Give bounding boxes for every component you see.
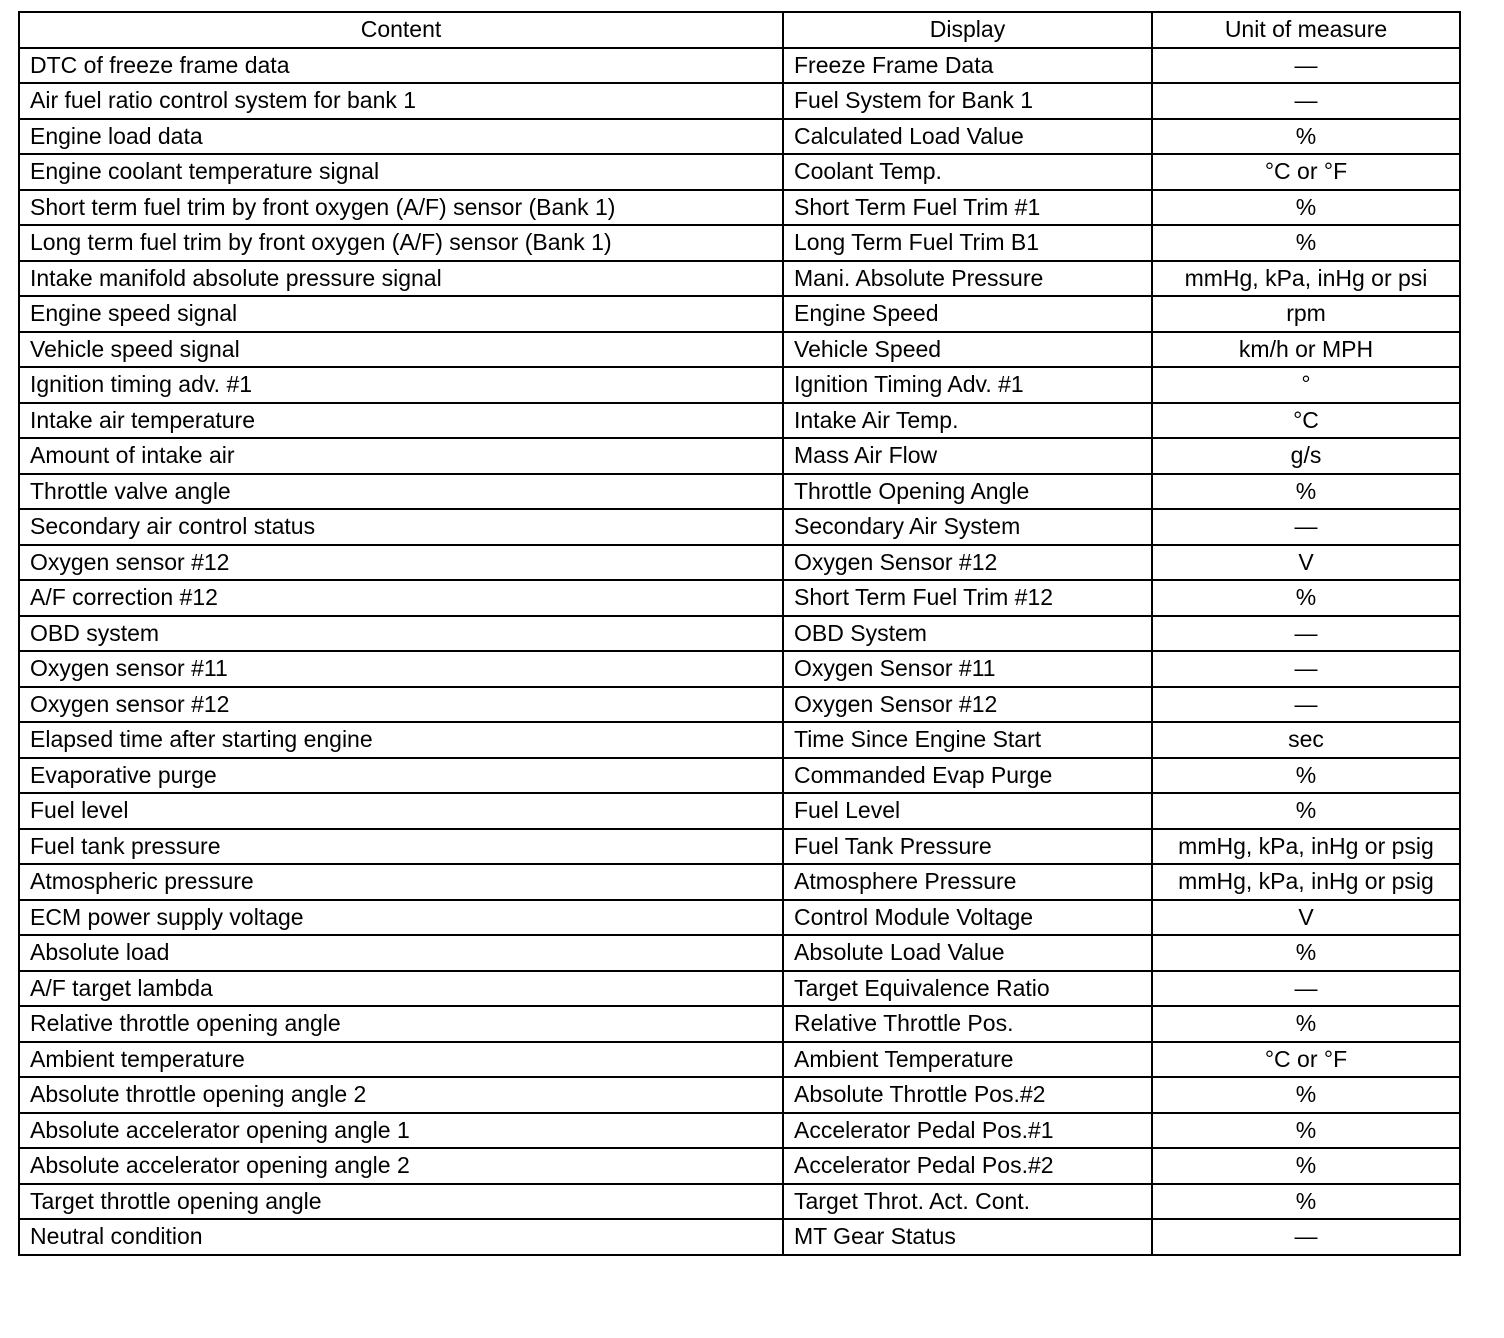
unit-cell: % (1152, 1113, 1460, 1149)
display-cell: Oxygen Sensor #11 (783, 651, 1152, 687)
unit-cell: % (1152, 1006, 1460, 1042)
unit-cell: % (1152, 935, 1460, 971)
table-row (19, 900, 1460, 936)
unit-cell: % (1152, 1077, 1460, 1113)
unit-cell: % (1152, 119, 1460, 155)
table-row (19, 154, 1460, 190)
content-cell: Short term fuel trim by front oxygen (A/F) sensor (Bank 1) (19, 190, 783, 226)
table-row (19, 403, 1460, 439)
content-cell: Air fuel ratio control system for bank 1 (19, 83, 783, 119)
content-cell: Relative throttle opening angle (19, 1006, 783, 1042)
display-cell: Control Module Voltage (783, 900, 1152, 936)
content-cell: Absolute throttle opening angle 2 (19, 1077, 783, 1113)
content-cell: Engine speed signal (19, 296, 783, 332)
table-row (19, 545, 1460, 581)
display-cell: Target Equivalence Ratio (783, 971, 1152, 1007)
display-cell: Secondary Air System (783, 509, 1152, 545)
content-cell: Elapsed time after starting engine (19, 722, 783, 758)
table-row (19, 438, 1460, 474)
table-row (19, 509, 1460, 545)
unit-cell: — (1152, 971, 1460, 1007)
table-row (19, 687, 1460, 723)
content-cell: Oxygen sensor #11 (19, 651, 783, 687)
display-cell: Fuel Level (783, 793, 1152, 829)
table-row (19, 616, 1460, 652)
table-row (19, 367, 1460, 403)
display-cell: Mani. Absolute Pressure (783, 261, 1152, 297)
table-row (19, 1113, 1460, 1149)
table-row (19, 1042, 1460, 1078)
content-cell: Absolute accelerator opening angle 2 (19, 1148, 783, 1184)
unit-cell: V (1152, 545, 1460, 581)
display-cell: Absolute Throttle Pos.#2 (783, 1077, 1152, 1113)
header-row (19, 12, 1460, 48)
display-cell: Fuel Tank Pressure (783, 829, 1152, 865)
content-cell: Engine coolant temperature signal (19, 154, 783, 190)
unit-cell: km/h or MPH (1152, 332, 1460, 368)
content-cell: Fuel tank pressure (19, 829, 783, 865)
unit-cell: % (1152, 793, 1460, 829)
content-cell: Long term fuel trim by front oxygen (A/F) sensor (Bank 1) (19, 225, 783, 261)
display-cell: Engine Speed (783, 296, 1152, 332)
content-cell: Amount of intake air (19, 438, 783, 474)
content-cell: Ignition timing adv. #1 (19, 367, 783, 403)
table-row (19, 332, 1460, 368)
table-row (19, 1077, 1460, 1113)
display-cell: Oxygen Sensor #12 (783, 545, 1152, 581)
content-cell: DTC of freeze frame data (19, 48, 783, 84)
display-cell: Atmosphere Pressure (783, 864, 1152, 900)
unit-cell: % (1152, 1148, 1460, 1184)
display-cell: Mass Air Flow (783, 438, 1152, 474)
content-cell: Absolute accelerator opening angle 1 (19, 1113, 783, 1149)
header-display: Display (783, 12, 1152, 48)
display-cell: Short Term Fuel Trim #1 (783, 190, 1152, 226)
table-row (19, 225, 1460, 261)
table-header (19, 12, 1460, 48)
unit-cell: mmHg, kPa, inHg or psig (1152, 864, 1460, 900)
unit-cell: — (1152, 687, 1460, 723)
unit-cell: sec (1152, 722, 1460, 758)
display-cell: Time Since Engine Start (783, 722, 1152, 758)
display-cell: Calculated Load Value (783, 119, 1152, 155)
unit-cell: g/s (1152, 438, 1460, 474)
unit-cell: — (1152, 83, 1460, 119)
display-cell: Freeze Frame Data (783, 48, 1152, 84)
display-cell: Vehicle Speed (783, 332, 1152, 368)
table-row (19, 296, 1460, 332)
unit-cell: ° (1152, 367, 1460, 403)
display-cell: Relative Throttle Pos. (783, 1006, 1152, 1042)
unit-cell: °C or °F (1152, 154, 1460, 190)
content-cell: Intake air temperature (19, 403, 783, 439)
table-row (19, 261, 1460, 297)
table-row (19, 190, 1460, 226)
content-cell: ECM power supply voltage (19, 900, 783, 936)
content-cell: Engine load data (19, 119, 783, 155)
header-unit: Unit of measure (1152, 12, 1460, 48)
table-row (19, 1184, 1460, 1220)
unit-cell: — (1152, 1219, 1460, 1255)
display-cell: Throttle Opening Angle (783, 474, 1152, 510)
unit-cell: V (1152, 900, 1460, 936)
unit-cell: % (1152, 190, 1460, 226)
content-cell: Secondary air control status (19, 509, 783, 545)
header-content: Content (19, 12, 783, 48)
table-row (19, 651, 1460, 687)
table-row (19, 722, 1460, 758)
unit-cell: rpm (1152, 296, 1460, 332)
table-row (19, 864, 1460, 900)
unit-cell: % (1152, 225, 1460, 261)
content-cell: Absolute load (19, 935, 783, 971)
content-cell: Neutral condition (19, 1219, 783, 1255)
display-cell: Accelerator Pedal Pos.#2 (783, 1148, 1152, 1184)
unit-cell: % (1152, 1184, 1460, 1220)
unit-cell: — (1152, 616, 1460, 652)
display-cell: Long Term Fuel Trim B1 (783, 225, 1152, 261)
unit-cell: % (1152, 474, 1460, 510)
display-cell: Short Term Fuel Trim #12 (783, 580, 1152, 616)
unit-cell: — (1152, 509, 1460, 545)
content-cell: Throttle valve angle (19, 474, 783, 510)
table-row (19, 1148, 1460, 1184)
content-cell: Ambient temperature (19, 1042, 783, 1078)
content-cell: OBD system (19, 616, 783, 652)
table-row (19, 48, 1460, 84)
table-row (19, 580, 1460, 616)
table-row (19, 793, 1460, 829)
display-cell: Intake Air Temp. (783, 403, 1152, 439)
table-row (19, 474, 1460, 510)
content-cell: A/F target lambda (19, 971, 783, 1007)
display-cell: Fuel System for Bank 1 (783, 83, 1152, 119)
table-row (19, 83, 1460, 119)
table-row (19, 1219, 1460, 1255)
content-cell: Evaporative purge (19, 758, 783, 794)
table-row (19, 971, 1460, 1007)
content-cell: Intake manifold absolute pressure signal (19, 261, 783, 297)
table-row (19, 758, 1460, 794)
display-cell: MT Gear Status (783, 1219, 1152, 1255)
content-cell: Atmospheric pressure (19, 864, 783, 900)
table-row (19, 119, 1460, 155)
table-row (19, 829, 1460, 865)
display-cell: Absolute Load Value (783, 935, 1152, 971)
table-body (19, 48, 1460, 1255)
freeze-frame-data-table (18, 11, 1461, 1256)
unit-cell: % (1152, 580, 1460, 616)
display-cell: Oxygen Sensor #12 (783, 687, 1152, 723)
content-cell: Oxygen sensor #12 (19, 687, 783, 723)
display-cell: OBD System (783, 616, 1152, 652)
unit-cell: mmHg, kPa, inHg or psi (1152, 261, 1460, 297)
display-cell: Ignition Timing Adv. #1 (783, 367, 1152, 403)
display-cell: Ambient Temperature (783, 1042, 1152, 1078)
unit-cell: — (1152, 651, 1460, 687)
content-cell: Vehicle speed signal (19, 332, 783, 368)
content-cell: A/F correction #12 (19, 580, 783, 616)
display-cell: Target Throt. Act. Cont. (783, 1184, 1152, 1220)
unit-cell: °C or °F (1152, 1042, 1460, 1078)
unit-cell: mmHg, kPa, inHg or psig (1152, 829, 1460, 865)
unit-cell: % (1152, 758, 1460, 794)
content-cell: Target throttle opening angle (19, 1184, 783, 1220)
content-cell: Oxygen sensor #12 (19, 545, 783, 581)
unit-cell: — (1152, 48, 1460, 84)
display-cell: Commanded Evap Purge (783, 758, 1152, 794)
display-cell: Accelerator Pedal Pos.#1 (783, 1113, 1152, 1149)
display-cell: Coolant Temp. (783, 154, 1152, 190)
table-row (19, 935, 1460, 971)
unit-cell: °C (1152, 403, 1460, 439)
table-row (19, 1006, 1460, 1042)
content-cell: Fuel level (19, 793, 783, 829)
